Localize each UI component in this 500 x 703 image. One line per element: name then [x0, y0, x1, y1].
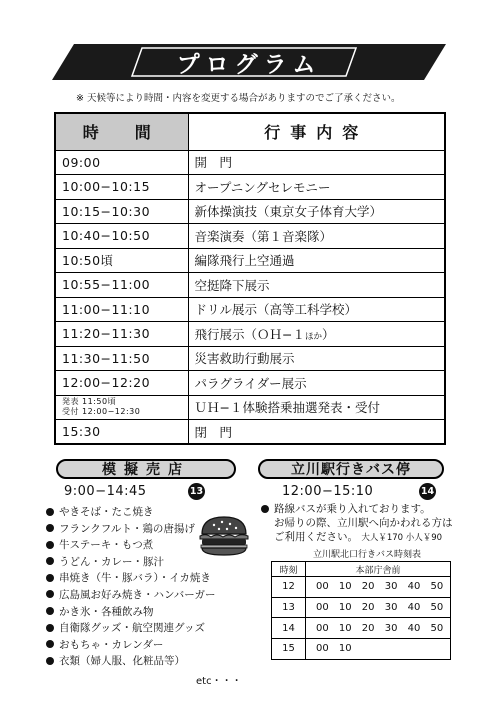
program-row — [55, 224, 445, 249]
stall-item-label: 広島風お好み焼き・ハンバーガー — [59, 588, 216, 601]
list-item — [46, 620, 216, 637]
timetable-hour: 15 — [272, 639, 306, 660]
bullet-icon — [46, 657, 54, 665]
program-event — [188, 322, 445, 347]
hour-column-header: 時刻 — [272, 562, 306, 577]
timetable-title: 立川駅北口行きバス時刻表 — [313, 550, 422, 560]
list-item — [46, 504, 216, 521]
schedule-notice: ※ 天候等により時間・内容を変更する場合がありますのでご了承ください。 — [76, 93, 401, 104]
program-time: 11:30−11:50 — [55, 346, 188, 371]
program-row — [55, 175, 445, 200]
program-row — [55, 395, 445, 420]
stall-list — [46, 504, 216, 670]
program-time: 11:00−11:10 — [55, 297, 188, 322]
program-event-note: ほか — [304, 331, 322, 342]
timetable-minutes: 00 10 20 30 40 50 — [306, 577, 451, 598]
stall-item-label: 牛ステーキ・もつ煮 — [59, 539, 154, 552]
bus-hours: 12:00−15:10 — [282, 484, 374, 499]
bullet-icon — [46, 590, 54, 598]
program-row — [55, 273, 445, 298]
program-event: 音楽演奏（第１音楽隊） — [188, 224, 445, 249]
program-row — [55, 297, 445, 322]
stop-column-header: 本部庁舎前 — [306, 562, 451, 577]
program-row — [55, 346, 445, 371]
stall-item-label: うどん・カレー・豚汁 — [59, 555, 164, 568]
list-item — [46, 637, 216, 654]
list-item — [46, 521, 216, 538]
list-item — [46, 537, 216, 554]
program-event: ＵＨ−１体験搭乗抽選発表・受付 — [188, 395, 445, 420]
stall-item-label: フランクフルト・鶏の唐揚げ — [59, 522, 195, 535]
stall-item-label: かき氷・各種飲み物 — [59, 605, 154, 618]
table-row — [272, 577, 451, 598]
bus-info-line: お帰りの際、立川駅へ向かわれる方は — [274, 517, 453, 529]
program-event: オープニングセレモニー — [188, 175, 445, 200]
page-title: プログラム — [176, 51, 322, 78]
timetable-minutes: 00 10 20 30 40 50 — [306, 597, 451, 618]
timetable-hour: 13 — [272, 597, 306, 618]
content-column-header: 行事内容 — [188, 113, 445, 150]
program-time: 12:00−12:20 — [55, 371, 188, 396]
program-event: 災害救助行動展示 — [188, 346, 445, 371]
program-time: 10:55−11:00 — [55, 273, 188, 298]
bullet-icon — [46, 541, 54, 549]
stall-item-label: やきそば・たこ焼き — [59, 506, 154, 518]
program-time: 10:00−10:15 — [55, 175, 188, 200]
bus-fare: 大人￥170 小人￥90 — [361, 533, 443, 543]
program-time-multiline — [55, 395, 188, 420]
bullet-icon — [46, 574, 54, 582]
bullet-icon — [46, 640, 54, 648]
stall-item-label: 串焼き（牛・豚バラ）・イカ焼き — [59, 572, 211, 585]
hamburger-icon — [198, 514, 250, 558]
stall-item-label: おもちゃ・カレンダー — [59, 638, 164, 651]
bus-timetable — [271, 561, 451, 660]
bullet-icon — [46, 557, 54, 565]
program-event: 開 門 — [188, 150, 445, 175]
program-event: 編隊飛行上空通過 — [188, 248, 445, 273]
stalls-location-number: 13 — [188, 483, 205, 500]
timetable-hour: 14 — [272, 618, 306, 639]
bus-location-number: 14 — [419, 483, 436, 500]
program-row — [55, 199, 445, 224]
stalls-etc: etc・・・ — [196, 676, 242, 687]
timetable-minutes: 00 10 20 30 40 50 — [306, 618, 451, 639]
program-time: 10:40−10:50 — [55, 224, 188, 249]
list-item — [46, 587, 216, 604]
bus-info — [261, 502, 453, 545]
program-event: 空挺降下展示 — [188, 273, 445, 298]
bus-info-line: 路線バスが乗り入れております。 — [274, 503, 431, 515]
program-time-line: 発表 11:50頃 — [62, 397, 117, 407]
program-header-row — [55, 113, 445, 150]
program-time-line: 受付 12:00−12:30 — [62, 407, 141, 417]
timetable-minutes: 00 10 — [306, 639, 451, 660]
list-item — [46, 570, 216, 587]
program-event-text: 飛行展示（ＯＨ−１ — [194, 326, 305, 342]
program-event: 新体操演技（東京女子体育大学） — [188, 199, 445, 224]
program-time: 15:30 — [55, 420, 188, 445]
program-banner — [52, 44, 446, 80]
table-row — [272, 639, 451, 660]
program-time: 10:15−10:30 — [55, 199, 188, 224]
stall-item-label: 自衛隊グッズ・航空関連グッズ — [59, 622, 205, 635]
bus-info-line: ご利用ください。 — [274, 531, 358, 543]
table-row — [272, 618, 451, 639]
bus-stop-heading: 立川駅行きバス停 — [258, 459, 444, 479]
bullet-icon — [46, 624, 54, 632]
program-row — [55, 371, 445, 396]
program-event-end: ） — [322, 326, 335, 342]
program-event: 閉 門 — [188, 420, 445, 445]
table-row — [272, 597, 451, 618]
time-column-header: 時 間 — [55, 113, 188, 150]
program-time: 09:00 — [55, 150, 188, 175]
program-row — [55, 150, 445, 175]
program-event: パラグライダー展示 — [188, 371, 445, 396]
timetable-hour: 12 — [272, 577, 306, 598]
stalls-hours: 9:00−14:45 — [64, 484, 147, 499]
stall-item-label: 衣類（婦人服、化粧品等） — [59, 655, 185, 668]
bullet-icon — [46, 524, 54, 532]
program-row — [55, 420, 445, 445]
bullet-icon — [46, 607, 54, 615]
bullet-icon — [261, 505, 269, 513]
timetable-header-row — [272, 562, 451, 577]
list-item — [46, 604, 216, 621]
stalls-heading: 模擬売店 — [56, 459, 236, 479]
program-row — [55, 248, 445, 273]
program-time: 10:50頃 — [55, 248, 188, 273]
list-item — [46, 554, 216, 571]
program-row — [55, 322, 445, 347]
list-item — [46, 653, 216, 670]
program-time: 11:20−11:30 — [55, 322, 188, 347]
program-event: ドリル展示（高等工科学校） — [188, 297, 445, 322]
bullet-icon — [46, 508, 54, 516]
program-table — [54, 112, 446, 445]
